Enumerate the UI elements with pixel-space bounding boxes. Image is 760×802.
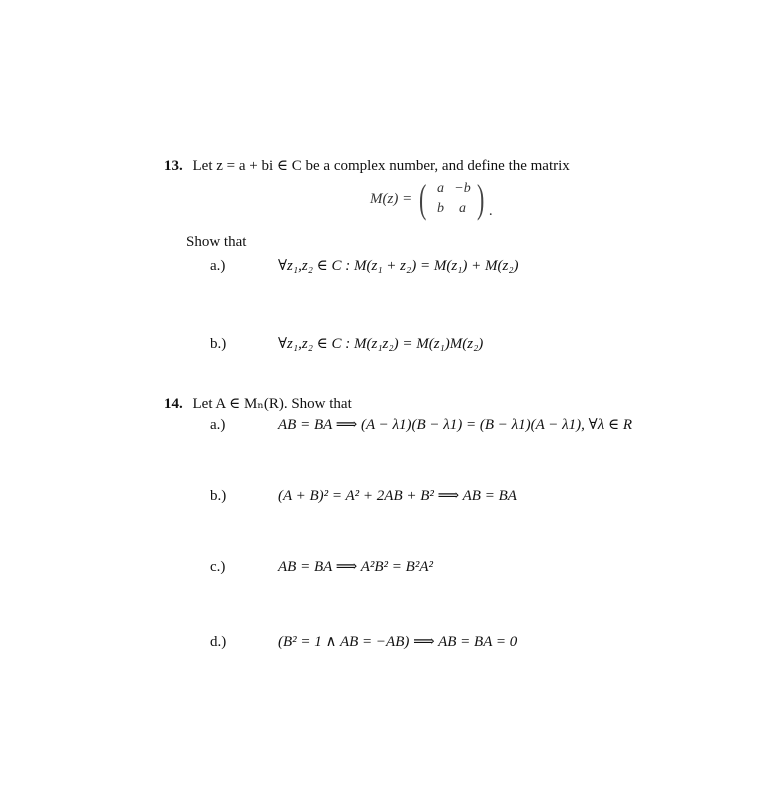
problem-13-heading <box>164 159 570 174</box>
problem-number: 13. <box>164 158 183 174</box>
problem-intro: Let z = a + bi ∈ C be a complex number, and define the matrix <box>192 158 570 174</box>
item-statement: ∀z₁,z₂ ∈ C : M(z₁ + z₂) = M(z₁) + M(z₂) <box>278 258 519 274</box>
matrix-definition <box>370 177 493 221</box>
show-that-label: Show that <box>186 234 247 250</box>
matrix-entries <box>430 179 474 219</box>
matrix-entry: −b <box>454 181 471 196</box>
item-label: a.) <box>210 417 226 433</box>
matrix-lhs: M(z) = <box>370 190 413 207</box>
left-paren: ( <box>419 176 427 221</box>
problem-number: 14. <box>164 396 183 412</box>
problem-14-heading <box>164 397 352 412</box>
matrix-entry: b <box>437 201 445 216</box>
problem-intro: Let A ∈ Mₙ(R). Show that <box>192 396 352 412</box>
item-label: a.) <box>210 258 226 274</box>
item-label: b.) <box>210 336 227 352</box>
item-label: c.) <box>210 559 226 575</box>
item-statement: (A + B)² = A² + 2AB + B² ⟹ AB = BA <box>278 488 517 504</box>
matrix-period: . <box>488 203 493 219</box>
right-paren: ) <box>476 176 484 221</box>
item-label: b.) <box>210 488 227 504</box>
matrix-entry: a <box>437 181 445 196</box>
item-statement: (B² = 1 ∧ AB = −AB) ⟹ AB = BA = 0 <box>278 634 518 650</box>
item-statement: AB = BA ⟹ (A − λ1)(B − λ1) = (B − λ1)(A − λ1), ∀λ ∈ R <box>278 417 632 433</box>
matrix-entry: a <box>459 201 467 216</box>
item-statement: ∀z₁,z₂ ∈ C : M(z₁z₂) = M(z₁)M(z₂) <box>278 336 484 352</box>
item-statement: AB = BA ⟹ A²B² = B²A² <box>278 559 433 575</box>
item-label: d.) <box>210 634 227 650</box>
